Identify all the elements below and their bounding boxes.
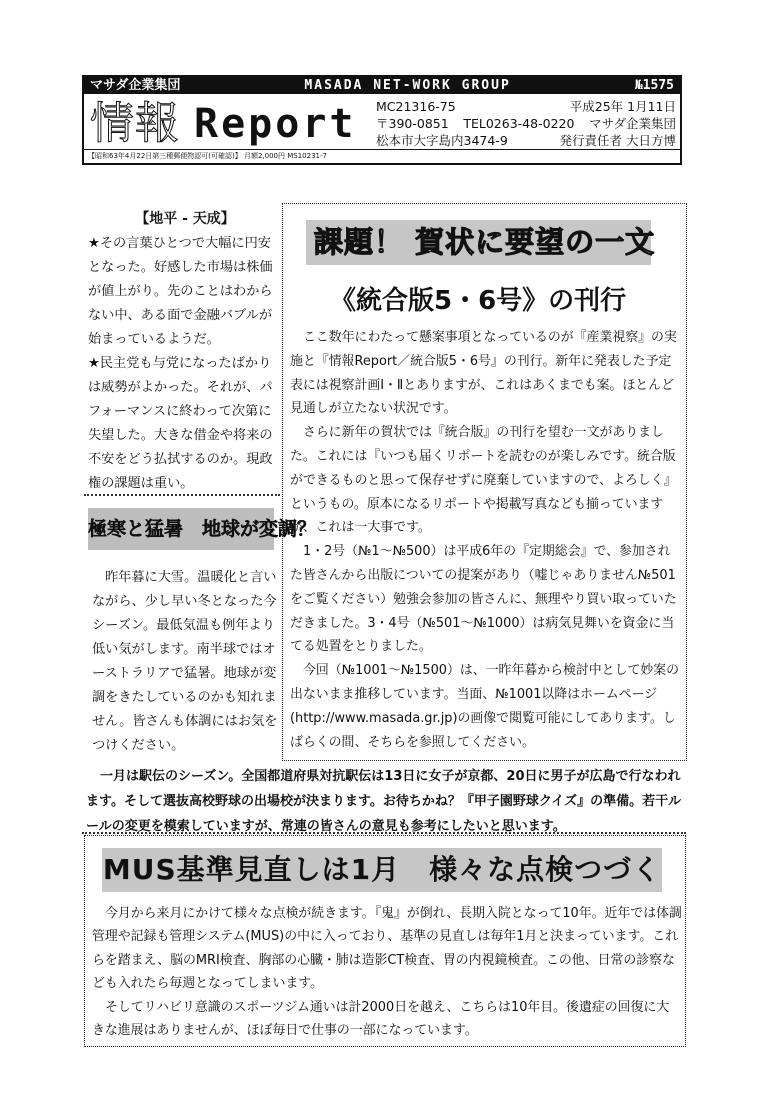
main-article-body [290,326,682,754]
article-paragraph: ここ数年にわたって懸案事項となっているのが『産業視察』の実施と『情報Report／統合版5・6号』の刊行。新年に発表した予定表には視察計画Ⅰ・Ⅱとありますが、これはあくまでも案。ほとんど見通しが立たない状況です。 [290,330,677,417]
issue-date: 平成25年 1月11日 [569,99,676,114]
issue-number: №1575 [634,78,674,93]
article-paragraph: 1・2号（№1～№500）は平成6年の『定期総会』で、参加された皆さんから出版についての提案があり（嘘じゃありません№501をご覧ください）勉強会参加の皆さんに、無理やり買い取っていただきました。3・4号（№501～№1000）は病気見舞いを資金に当てる処置をとりました。 [290,544,677,655]
article-paragraph: さらに新年の賀状では『統合版』の刊行を望む一文がありました。これには『いつも届くリポートを読むのが楽しみです。統合版ができるものと思って保存せずに廃棄していますので、よろしく』というもの。原本になるリポートや掲載写真なども揃っていますが、これは一大事です。 [290,425,677,536]
ekiden-notice: 一月は駅伝のシーズン。全国都道府県対抗駅伝は13日に女子が京都、20日に男子が広島で行なわれます。そして選抜高校野球の出場校が決まります。お待ちかね？『甲子園野球クイズ』の準備。若干ルールの変更を模索していますが、常連の皆さんの意見も参考にしたいと思います。 [86,769,682,834]
telephone: TEL0263-48-0220 [463,116,575,131]
group-name-kana: マサダ企業集団 [90,78,181,93]
article-paragraph: 今回（№1001～№1500）は、一昨年暮から検討中として妙案の出ないまま推移しています。当面、№1001以降はホームページ(http://www.masada.gr.jp)の画像で閲覧可能にしてあります。しばらくの間、そちらを参照してください。 [290,663,680,750]
bottom-headline: MUS基準見直しは1月 様々な点検つづく [102,848,662,892]
column-divider [84,494,280,496]
info-row-1 [376,98,676,115]
main-headline: 課題！ 賀状に要望の一文 [306,220,651,265]
info-row-3 [376,132,676,149]
notice-divider [82,832,686,834]
weather-headline: 極寒と猛暑 地球が変調？ [88,508,274,550]
column-paragraph: ★民主党も与党になったばかりは威勢がよかった。それが、パフォーマンスに終わって次第に失望した。大きな借金や将来の不安をどう払拭するのか。現政権の課題は重い。 [88,356,273,491]
masthead [82,75,682,165]
publisher-org: マサダ企業集団 [589,116,676,131]
editor: 発行責任者 大日方博 [559,133,676,148]
title-report: Report [194,101,357,147]
bottom-article-body [92,902,682,1042]
postal-code: 〒390-0851 [376,116,449,131]
column-title: 【地平 - 天成】 [135,211,235,227]
masthead-info [376,98,676,149]
main-subheadline: 《統合版5・6号》の刊行 [330,286,627,316]
title-kanji: 情報 [90,98,180,149]
issue-code: MC21316-75 [376,99,456,114]
info-row-2 [376,115,676,132]
column-paragraph: ★その言葉ひとつで大幅に円安となった。好感した市場は株価が値上がり。先のことはわからない中、ある面で金融バブルが始まっているようだ。 [88,236,273,347]
weather-body: 昨年暮に大雪。温暖化と言いながら、少し早い冬となった今シーズン。最低気温も例年より低い気がします。南半球ではオーストラリアで猛暑。地球が変調をきたしているのかも知れません。皆さんも体調にはお気をつけください。 [92,570,278,753]
registration-note: 【昭和63年4月22日第三種郵便物認可(可確認)】 月額2,000円 MS10231-7 [84,149,680,163]
address: 松本市大字島内3474-9 [376,133,508,148]
article-paragraph: そしてリハビリ意識のスポーツジム通いは計2000日を越え、こちらは10年目。後遺症の回復に大きな進展はありませんが、ほぼ毎日で仕事の一部になっています。 [92,999,670,1039]
column-body [88,232,280,496]
article-paragraph: 今月から来月にかけて様々な点検が続きます。『鬼』が倒れ、長期入院となって10年。近年では体調管理や記録も管理システム(MUS)の中に入っており、基準の見直しは毎年1月と決まっています。これらを踏まえ、脳のMRI検査、胸部の心臓・肺は造影CT検査、胃の内視鏡検査。この他、日常の診察なども入れたら毎週となってしまいます。 [92,906,682,992]
masthead-top-bar [84,77,680,94]
group-name-roman: MASADA NET-WORK GROUP [304,78,511,93]
